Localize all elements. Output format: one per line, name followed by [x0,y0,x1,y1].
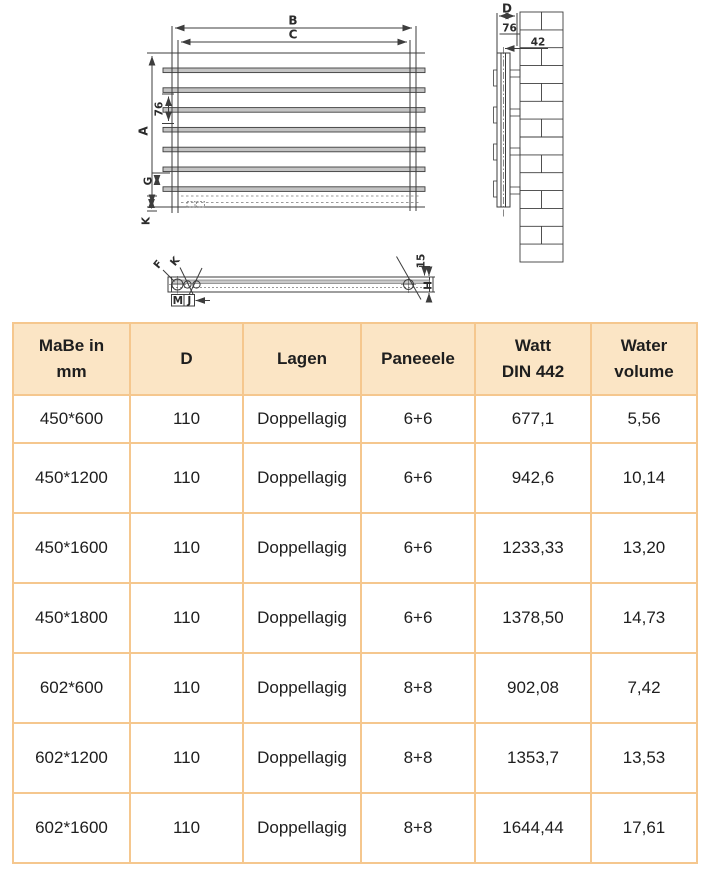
table-cell: 110 [130,723,243,793]
dim-label-k-front: K [140,216,153,226]
table-cell: 942,6 [475,443,591,513]
table-cell: 677,1 [475,395,591,443]
col-header-water-line1: Water [620,335,668,355]
dim-label-b: B [288,13,298,28]
col-header-paneele [361,323,475,395]
table-cell: 110 [130,443,243,513]
table-cell: Doppellagig [243,793,361,863]
table-cell: 8+8 [361,653,475,723]
table-cell: 902,08 [475,653,591,723]
table-cell: 8+8 [361,723,475,793]
table-cell: 602*1200 [13,723,130,793]
table-cell: Doppellagig [243,443,361,513]
technical-drawing [0,0,708,322]
table-cell: 110 [130,793,243,863]
radiator-drawing-svg [0,0,708,322]
table-cell: 13,53 [591,723,697,793]
table-cell: 6+6 [361,443,475,513]
table-cell: 1644,44 [475,793,591,863]
table-cell: 450*1600 [13,513,130,583]
table-cell: Doppellagig [243,723,361,793]
table-row [13,583,697,653]
col-header-lagen [243,323,361,395]
col-header-d-line1: D [180,348,193,368]
table-cell: Doppellagig [243,653,361,723]
table-cell: 6+6 [361,583,475,653]
dim-label-42: 42 [530,36,546,49]
col-header-watt-line1: Watt [514,335,552,355]
dim-label-15: 15 [415,253,428,269]
dim-label-d: D [502,1,512,16]
table-cell: 1378,50 [475,583,591,653]
table-cell: Doppellagig [243,513,361,583]
table-cell: 6+6 [361,513,475,583]
table-cell: 602*600 [13,653,130,723]
table-cell: 1233,33 [475,513,591,583]
col-header-water-line2: volume [614,362,674,381]
table-cell: 110 [130,513,243,583]
table-cell: 17,61 [591,793,697,863]
col-header-paneele-line1: Paneeele [381,348,455,368]
col-header-size-line1: MaBe in [38,335,105,355]
table-cell: 602*1600 [13,793,130,863]
table-cell: 110 [130,653,243,723]
col-header-watt-line2: DIN 442 [501,362,565,381]
col-header-size [13,323,130,395]
col-header-lagen-line1: Lagen [276,348,328,368]
col-header-d [130,323,243,395]
table-row [13,395,697,443]
dim-label-f: F [151,257,166,272]
table-cell: 7,42 [591,653,697,723]
table-cell: 5,56 [591,395,697,443]
table-cell: 450*1800 [13,583,130,653]
table-row [13,513,697,583]
table-cell: 6+6 [361,395,475,443]
dim-label-76-side: 76 [502,22,517,35]
brick-wall [520,12,563,262]
dim-label-76-front: 76 [153,101,166,117]
table-cell: Doppellagig [243,583,361,653]
col-header-water-volume [591,323,697,395]
table-cell: 10,14 [591,443,697,513]
dim-label-j: J [187,294,192,307]
table-row [13,723,697,793]
table-cell: 14,73 [591,583,697,653]
table-row [13,443,697,513]
spec-table [12,322,698,864]
table-cell: 8+8 [361,793,475,863]
table-row [13,793,697,863]
table-cell: 110 [130,395,243,443]
dim-label-c: C [288,27,298,42]
table-cell: 1353,7 [475,723,591,793]
table-row [13,653,697,723]
spec-table-body [13,395,697,863]
dim-label-k-bottom: K [167,254,183,269]
table-cell: 110 [130,583,243,653]
side-view [494,2,564,263]
table-cell: 450*600 [13,395,130,443]
table-cell: Doppellagig [243,395,361,443]
table-header-row [13,323,697,395]
col-header-size-line2: mm [56,362,87,381]
front-view [137,14,426,226]
table-cell: 13,20 [591,513,697,583]
bottom-view [151,254,435,307]
dim-label-h: H [422,281,435,290]
col-header-watt [475,323,591,395]
table-cell: 450*1200 [13,443,130,513]
dim-label-a: A [136,126,151,136]
dim-label-m: M [172,294,184,307]
dim-label-g: G [142,176,155,186]
